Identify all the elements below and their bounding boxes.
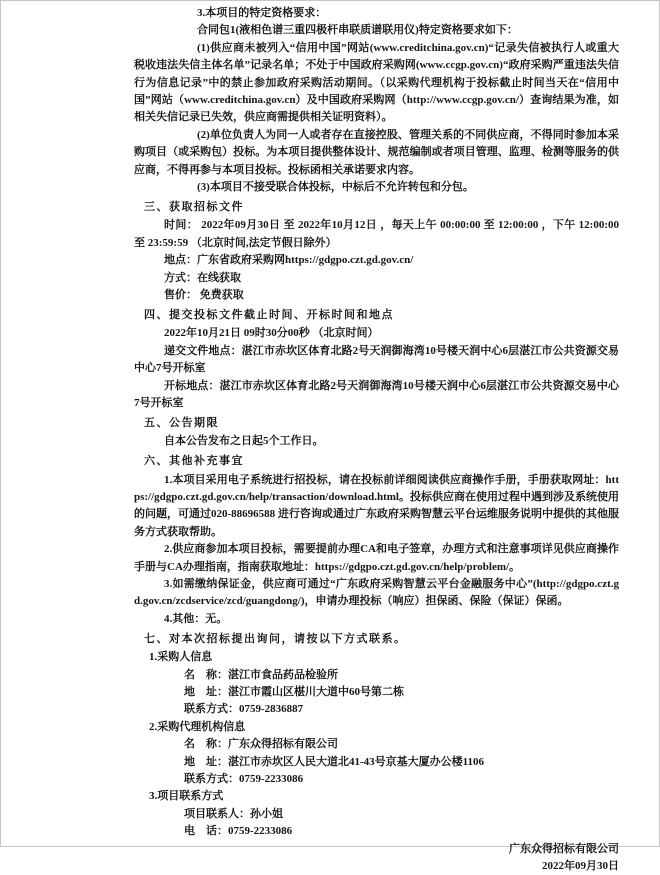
project-contact-person: 项目联系人：孙小姐 — [184, 807, 283, 820]
purchaser-info-title: 1.采购人信息 — [149, 651, 213, 664]
procurement-announcement-page — [1, 1, 659, 875]
project-contact-title: 3.项目联系方式 — [149, 790, 224, 803]
section-obtain-documents-heading: 三、获取招标文件 — [144, 200, 244, 213]
obtain-time: 时间： 2022年09月30日 至 2022年10月12日 ，每天上午 00:00:00 至 12:00:00 ，下午 12:00:00 至 23:59:59 （北京时间,法定节假日除外） — [134, 219, 619, 249]
purchaser-name: 名 称：湛江市食品药品检验所 — [184, 668, 338, 681]
obtain-location: 地点：广东省政府采购网https://gdgpo.czt.gd.gov.cn/ — [164, 254, 414, 267]
qualification-requirement-1: (1)供应商未被列入“信用中国”网站(www.creditchina.gov.cn)“记录失信被执行人或重大税收违法失信主体名单”记录名单；不处于中国政府采购网(www.ccgp.gov.cn)“政府采购严重违法失信行为信息记录”中的禁止参加政府采购活动期间。（以采购代理机构于投标截止时间当天在“信用中国”网站（www.creditchina.gov.cn）及中国政府采购网（http://www.ccgp.gov.cn/）查询结果为准，如相关失信记录已失效，供应商需提供相关证明资料）。 — [134, 41, 619, 124]
section-announcement-period-heading: 五、公告期限 — [144, 416, 219, 429]
section-supplement-heading: 六、其他补充事宜 — [144, 455, 244, 468]
agency-address: 地 址：湛江市赤坎区人民大道北41-43号京基大厦办公楼1106 — [184, 755, 485, 768]
supplement-item-2: 2.供应商参加本项目投标，需要提前办理CA和电子签章，办理方式和注意事项详见供应商操作手册与CA办理指南，指南获取地址：https://gdgpo.czt.gd.gov.cn/help/problem/。 — [134, 543, 619, 573]
qualification-requirement-2: (2)单位负责人为同一人或者存在直接控股、管理关系的不同供应商，不得同时参加本采购项目（或采购包）投标。为本项目提供整体设计、规范编制或者项目管理、监理、检测等服务的供应商，不得再参与本项目投标。投标函相关承诺要求内容。 — [134, 128, 619, 176]
qualification-requirement-3: (3)本项目不接受联合体投标，中标后不允许转包和分包。 — [197, 181, 474, 194]
supplement-item-4: 4.其他：无。 — [164, 612, 228, 625]
obtain-method: 方式：在线获取 — [164, 271, 241, 284]
agency-name: 名 称：广东众得招标有限公司 — [184, 738, 338, 751]
footer-date: 2022年09月30日 — [542, 860, 619, 872]
package1-requirements-intro: 合同包1(液相色谱三重四极杆串联质谱联用仪)特定资格要求如下： — [197, 24, 518, 37]
submit-location: 递交文件地点：湛江市赤坎区体育北路2号天润御海湾10号楼天润中心6层湛江市公共资源交易中心7号开标室 — [134, 344, 619, 375]
footer-company-signature: 广东众得招标有限公司 — [509, 842, 619, 855]
agency-phone: 联系方式：0759-2233086 — [184, 772, 304, 785]
purchaser-address: 地 址：湛江市霞山区椹川大道中60号第二栋 — [184, 685, 404, 698]
bid-deadline-time: 2022年10月21日 09时30分00秒 （北京时间） — [164, 327, 379, 340]
supplement-item-1: 1.本项目采用电子系统进行招投标，请在投标前详细阅读供应商操作手册，手册获取网址：https://gdgpo.czt.gd.gov.cn/help/transaction/download.html。投标供应商在使用过程中遇到涉及系统使用的问题，可通过020-88696588 进行咨询或通过广东政府采购智慧云平台运维服务说明中提供的其他服务方式获取帮助。 — [134, 473, 619, 538]
purchaser-phone: 联系方式：0759-2836887 — [184, 703, 304, 716]
agency-info-title: 2.采购代理机构信息 — [149, 720, 246, 733]
announcement-period: 自本公告发布之日起5个工作日。 — [164, 435, 324, 448]
project-contact-phone: 电 话：0759-2233086 — [184, 825, 293, 838]
obtain-price: 售价： 免费获取 — [164, 289, 244, 301]
opening-location: 开标地点：湛江市赤坎区体育北路2号天润御海湾10号楼天润中心6层湛江市公共资源交易中心7号开标室 — [134, 379, 619, 409]
section-deadline-heading: 四、提交投标文件截止时间、开标时间和地点 — [144, 308, 394, 321]
supplement-item-3: 3.如需缴纳保证金，供应商可通过“广东政府采购智慧云平台金融服务中心”(http://gdgpo.czt.gd.gov.cn/zcdservice/zcd/guangdong/)，申请办理投标（响应）担保函、保险（保证）保函。 — [134, 578, 619, 608]
qualification-requirements-title: 3.本项目的特定资格要求： — [197, 7, 327, 19]
section-contact-heading: 七、对本次招标提出询问，请按以下方式联系。 — [144, 632, 407, 645]
